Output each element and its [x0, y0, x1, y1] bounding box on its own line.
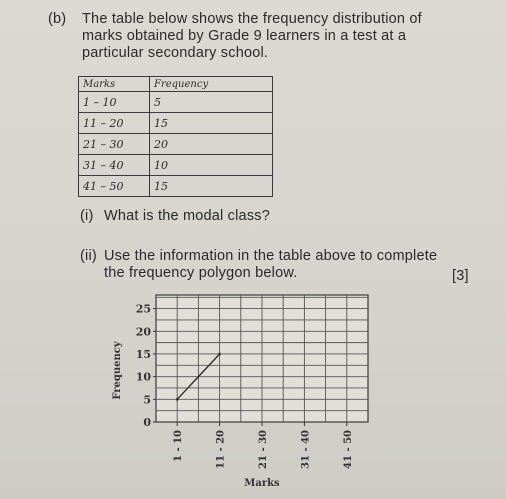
table-cell-marks: 31 – 40	[79, 155, 150, 176]
polygon-point	[218, 353, 221, 356]
part-i-text: What is the modal class?	[104, 208, 270, 224]
part-i-label: (i)	[80, 208, 94, 224]
table-header-marks: Marks	[79, 77, 150, 92]
frequency-polygon-graph	[110, 285, 490, 489]
marks-allocation: [3]	[452, 268, 469, 284]
part-ii-line-1: Use the information in the table above to complete	[104, 248, 438, 264]
x-axis-label: Marks	[244, 478, 280, 489]
question-line-3: particular secondary school.	[82, 45, 269, 61]
table-header-row	[79, 77, 273, 92]
table-cell-frequency: 5	[150, 92, 273, 113]
y-tick-label: 15	[135, 347, 151, 361]
table-row	[79, 92, 273, 113]
table-row	[79, 134, 273, 155]
table-row	[79, 113, 273, 134]
table-cell-marks: 41 – 50	[79, 176, 150, 197]
table-cell-frequency: 15	[150, 113, 273, 134]
frequency-polygon-svg	[110, 285, 490, 489]
question-label: (b)	[48, 11, 67, 27]
table-row	[79, 176, 273, 197]
y-tick-label: 20	[135, 325, 151, 339]
x-tick-label: 41 - 50	[342, 430, 354, 469]
part-ii-label: (ii)	[80, 248, 97, 264]
table-cell-marks: 11 – 20	[79, 113, 150, 134]
x-tick-label: 21 - 30	[258, 430, 269, 469]
table-cell-marks: 1 – 10	[79, 92, 150, 113]
part-ii-line-2: the frequency polygon below.	[104, 265, 298, 281]
question-line-2: marks obtained by Grade 9 learners in a test at a	[82, 28, 407, 44]
table-row	[79, 155, 273, 176]
table-cell-marks: 21 – 30	[79, 134, 150, 155]
polygon-point	[176, 398, 179, 401]
table-cell-frequency: 10	[150, 155, 273, 176]
x-tick-label: 11 - 20	[215, 430, 227, 469]
y-tick-label: 5	[143, 393, 151, 407]
question-line-1: The table below shows the frequency distribution of	[82, 11, 422, 27]
y-tick-label: 25	[135, 302, 151, 316]
frequency-table	[78, 76, 273, 197]
table-cell-frequency: 15	[150, 176, 273, 197]
table-header-frequency: Frequency	[150, 77, 273, 92]
x-tick-label: 31 - 40	[300, 430, 312, 469]
y-tick-label: 0	[143, 416, 151, 429]
x-tick-label: 1 - 10	[173, 430, 185, 462]
y-tick-label: 10	[135, 370, 151, 384]
table-cell-frequency: 20	[150, 134, 273, 155]
y-axis-label: Frequency	[112, 341, 123, 400]
